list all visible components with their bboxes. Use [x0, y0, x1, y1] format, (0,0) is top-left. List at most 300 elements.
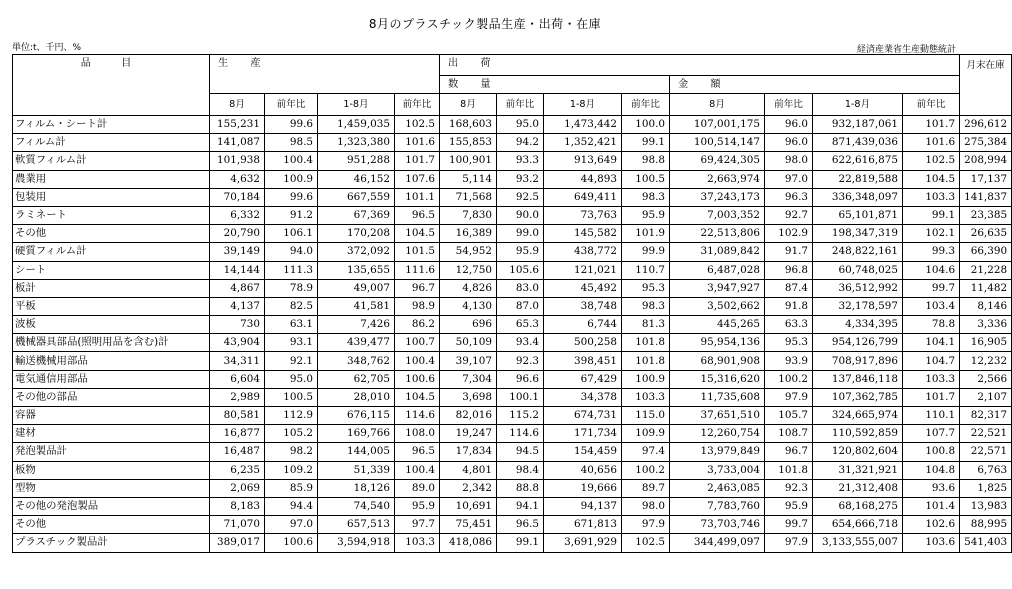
header-stock: 月末在庫 [960, 55, 1012, 116]
table-cell: 3,502,662 [670, 297, 765, 315]
source-note: 経済産業省生産動態統計 [856, 45, 956, 55]
table-row [13, 443, 1012, 461]
table-cell: 95.0 [265, 370, 318, 388]
table-cell: 100.9 [622, 370, 670, 388]
table-cell: 667,559 [318, 188, 395, 206]
table-cell: 81.3 [622, 316, 670, 334]
row-label: 包装用 [13, 188, 210, 206]
table-cell: 93.9 [765, 352, 813, 370]
table-row [13, 206, 1012, 224]
table-cell: 102.5 [395, 116, 440, 134]
table-cell: 87.0 [497, 297, 544, 315]
table-cell: 344,499,097 [670, 534, 765, 552]
table-cell: 97.0 [265, 516, 318, 534]
table-row [13, 134, 1012, 152]
table-cell: 106.1 [265, 225, 318, 243]
table-cell: 96.0 [765, 134, 813, 152]
table-cell: 6,487,028 [670, 261, 765, 279]
table-cell: 6,332 [210, 206, 265, 224]
table-cell: 104.5 [395, 225, 440, 243]
table-cell: 6,744 [544, 316, 622, 334]
table-cell: 103.3 [622, 388, 670, 406]
table-cell: 91.2 [265, 206, 318, 224]
table-cell: 73,763 [544, 206, 622, 224]
table-cell: 67,369 [318, 206, 395, 224]
col-header: 8月 [440, 94, 497, 116]
table-cell: 96.6 [497, 370, 544, 388]
table-cell: 101.8 [622, 334, 670, 352]
table-cell: 10,691 [440, 497, 497, 515]
header-production: 生 産 [210, 55, 440, 94]
table-cell: 168,603 [440, 116, 497, 134]
table-cell: 418,086 [440, 534, 497, 552]
table-cell: 98.3 [622, 188, 670, 206]
row-label: 電気通信用部品 [13, 370, 210, 388]
table-cell: 22,521 [960, 425, 1012, 443]
table-cell: 65.3 [497, 316, 544, 334]
table-cell: 101.1 [395, 188, 440, 206]
table-cell: 95.9 [395, 497, 440, 515]
table-cell: 145,582 [544, 225, 622, 243]
table-cell: 96.7 [765, 443, 813, 461]
table-cell: 96.8 [765, 261, 813, 279]
table-body [13, 116, 1012, 553]
table-cell: 6,235 [210, 461, 265, 479]
table-cell: 38,748 [544, 297, 622, 315]
table-cell: 1,352,421 [544, 134, 622, 152]
table-cell: 6,763 [960, 461, 1012, 479]
table-cell: 54,952 [440, 243, 497, 261]
table-cell: 92.5 [497, 188, 544, 206]
table-cell: 97.9 [765, 534, 813, 552]
table-cell: 141,837 [960, 188, 1012, 206]
table-cell: 98.0 [622, 497, 670, 515]
table-cell: 1,323,380 [318, 134, 395, 152]
table-cell: 71,070 [210, 516, 265, 534]
table-cell: 3,691,929 [544, 534, 622, 552]
table-cell: 70,184 [210, 188, 265, 206]
row-label: 農業用 [13, 170, 210, 188]
table-cell: 100.0 [622, 116, 670, 134]
table-cell: 115.0 [622, 407, 670, 425]
table-cell: 11,482 [960, 279, 1012, 297]
table-cell: 100,901 [440, 152, 497, 170]
table-cell: 676,115 [318, 407, 395, 425]
table-cell: 16,389 [440, 225, 497, 243]
table-cell: 71,568 [440, 188, 497, 206]
table-cell: 95.0 [497, 116, 544, 134]
table-cell: 135,655 [318, 261, 395, 279]
table-cell: 11,735,608 [670, 388, 765, 406]
table-cell: 111.6 [395, 261, 440, 279]
table-cell: 112.9 [265, 407, 318, 425]
table-cell: 7,304 [440, 370, 497, 388]
table-cell: 12,260,754 [670, 425, 765, 443]
table-cell: 16,877 [210, 425, 265, 443]
table-cell: 275,384 [960, 134, 1012, 152]
row-label: プラスチック製品計 [13, 534, 210, 552]
table-cell: 95.9 [622, 206, 670, 224]
table-cell: 101,938 [210, 152, 265, 170]
col-header: 8月 [670, 94, 765, 116]
table-cell: 154,459 [544, 443, 622, 461]
table-cell: 99.1 [903, 206, 960, 224]
table-cell: 107,001,175 [670, 116, 765, 134]
table-cell: 98.8 [622, 152, 670, 170]
table-cell: 82,016 [440, 407, 497, 425]
table-cell: 85.9 [265, 479, 318, 497]
table-cell: 103.3 [395, 534, 440, 552]
col-header: 前年比 [903, 94, 960, 116]
table-cell: 2,566 [960, 370, 1012, 388]
table-cell: 94.0 [265, 243, 318, 261]
table-cell: 99.7 [765, 516, 813, 534]
table-row [13, 516, 1012, 534]
table-cell: 104.1 [903, 334, 960, 352]
table-cell: 98.0 [765, 152, 813, 170]
header-item: 品 目 [13, 55, 210, 116]
table-cell: 3,594,918 [318, 534, 395, 552]
table-cell: 171,734 [544, 425, 622, 443]
table-row [13, 352, 1012, 370]
table-cell: 102.5 [903, 152, 960, 170]
col-header: 前年比 [497, 94, 544, 116]
table-cell: 101.7 [395, 152, 440, 170]
table-cell: 19,247 [440, 425, 497, 443]
table-cell: 104.6 [903, 261, 960, 279]
table-cell: 60,748,025 [813, 261, 903, 279]
table-cell: 37,651,510 [670, 407, 765, 425]
table-cell: 109.2 [265, 461, 318, 479]
table-cell: 74,540 [318, 497, 395, 515]
table-cell: 93.2 [497, 170, 544, 188]
row-label: 板計 [13, 279, 210, 297]
table-cell: 15,316,620 [670, 370, 765, 388]
table-cell: 12,750 [440, 261, 497, 279]
table-cell: 696 [440, 316, 497, 334]
table-cell: 99.1 [497, 534, 544, 552]
table-row [13, 225, 1012, 243]
table-cell: 99.3 [903, 243, 960, 261]
table-cell: 105.6 [497, 261, 544, 279]
table-cell: 32,178,597 [813, 297, 903, 315]
table-cell: 2,663,974 [670, 170, 765, 188]
table-cell: 36,512,992 [813, 279, 903, 297]
table-cell: 324,665,974 [813, 407, 903, 425]
row-label: 平板 [13, 297, 210, 315]
row-label: 硬質フィルム計 [13, 243, 210, 261]
table-cell: 87.4 [765, 279, 813, 297]
table-cell: 17,137 [960, 170, 1012, 188]
table-cell: 95,954,136 [670, 334, 765, 352]
col-header: 前年比 [265, 94, 318, 116]
table-cell: 51,339 [318, 461, 395, 479]
table-cell: 63.1 [265, 316, 318, 334]
table-cell: 99.6 [265, 188, 318, 206]
table-cell: 88,995 [960, 516, 1012, 534]
table-cell: 99.6 [265, 116, 318, 134]
table-cell: 4,137 [210, 297, 265, 315]
table-cell: 155,853 [440, 134, 497, 152]
table-cell: 2,342 [440, 479, 497, 497]
table-cell: 103.6 [903, 534, 960, 552]
table-cell: 63.3 [765, 316, 813, 334]
table-cell: 13,983 [960, 497, 1012, 515]
row-label: 建材 [13, 425, 210, 443]
table-cell: 101.4 [903, 497, 960, 515]
table-cell: 120,802,604 [813, 443, 903, 461]
table-cell: 2,989 [210, 388, 265, 406]
table-cell: 98.3 [622, 297, 670, 315]
row-label: その他 [13, 516, 210, 534]
table-cell: 932,187,061 [813, 116, 903, 134]
table-cell: 21,228 [960, 261, 1012, 279]
table-cell: 94.2 [497, 134, 544, 152]
table-cell: 8,183 [210, 497, 265, 515]
table-row [13, 152, 1012, 170]
table-cell: 438,772 [544, 243, 622, 261]
table-cell: 100.6 [265, 534, 318, 552]
table-cell: 91.7 [765, 243, 813, 261]
table-cell: 98.4 [497, 461, 544, 479]
table-cell: 445,265 [670, 316, 765, 334]
table-cell: 99.1 [622, 134, 670, 152]
row-label: 機械器具部品(照明用品を含む)計 [13, 334, 210, 352]
table-cell: 6,604 [210, 370, 265, 388]
table-cell: 92.3 [497, 352, 544, 370]
table-cell: 43,904 [210, 334, 265, 352]
table-cell: 101.9 [622, 225, 670, 243]
table-cell: 104.5 [395, 388, 440, 406]
table-cell: 4,801 [440, 461, 497, 479]
table-cell: 7,426 [318, 316, 395, 334]
table-cell: 622,616,875 [813, 152, 903, 170]
table-cell: 108.7 [765, 425, 813, 443]
table-cell: 102.5 [622, 534, 670, 552]
table-row [13, 316, 1012, 334]
table-cell: 654,666,718 [813, 516, 903, 534]
table-cell: 41,581 [318, 297, 395, 315]
table-cell: 170,208 [318, 225, 395, 243]
table-row [13, 407, 1012, 425]
table-cell: 104.8 [903, 461, 960, 479]
table-cell: 92.1 [265, 352, 318, 370]
table-cell: 94.4 [265, 497, 318, 515]
col-header: 1-8月 [318, 94, 395, 116]
table-cell: 372,092 [318, 243, 395, 261]
table-cell: 101.6 [903, 134, 960, 152]
unit-note: 単位:t、千円、% [12, 43, 82, 53]
row-label: その他の部品 [13, 388, 210, 406]
table-cell: 93.6 [903, 479, 960, 497]
table-cell: 28,010 [318, 388, 395, 406]
table-cell: 99.7 [903, 279, 960, 297]
table-cell: 389,017 [210, 534, 265, 552]
table-cell: 103.4 [903, 297, 960, 315]
table-row [13, 479, 1012, 497]
table-cell: 101.5 [395, 243, 440, 261]
col-header: 前年比 [765, 94, 813, 116]
table-cell: 100.8 [903, 443, 960, 461]
table-cell: 96.5 [395, 206, 440, 224]
table-cell: 98.9 [395, 297, 440, 315]
table-cell: 101.6 [395, 134, 440, 152]
table-cell: 96.7 [395, 279, 440, 297]
table-cell: 657,513 [318, 516, 395, 534]
table-cell: 102.9 [765, 225, 813, 243]
table-row [13, 279, 1012, 297]
table-cell: 2,463,085 [670, 479, 765, 497]
table-cell: 26,635 [960, 225, 1012, 243]
table-cell: 62,705 [318, 370, 395, 388]
table-cell: 93.4 [497, 334, 544, 352]
table-cell: 3,133,555,007 [813, 534, 903, 552]
table-cell: 951,288 [318, 152, 395, 170]
table-cell: 78.9 [265, 279, 318, 297]
table-cell: 97.9 [622, 516, 670, 534]
header-amount: 金 額 [670, 76, 960, 94]
table-cell: 208,994 [960, 152, 1012, 170]
table-cell: 114.6 [395, 407, 440, 425]
table-cell: 90.0 [497, 206, 544, 224]
table-cell: 336,348,097 [813, 188, 903, 206]
table-cell: 82,317 [960, 407, 1012, 425]
table-cell: 4,130 [440, 297, 497, 315]
table-cell: 50,109 [440, 334, 497, 352]
table-cell: 78.8 [903, 316, 960, 334]
table-cell: 94.5 [497, 443, 544, 461]
table-cell: 99.9 [622, 243, 670, 261]
table-cell: 14,144 [210, 261, 265, 279]
table-cell: 103.3 [903, 370, 960, 388]
table-cell: 141,087 [210, 134, 265, 152]
row-label: 型物 [13, 479, 210, 497]
table-cell: 73,703,746 [670, 516, 765, 534]
row-label: シート [13, 261, 210, 279]
table-cell: 13,979,849 [670, 443, 765, 461]
table-cell: 22,513,806 [670, 225, 765, 243]
table-cell: 5,114 [440, 170, 497, 188]
table-cell: 107,362,785 [813, 388, 903, 406]
table-cell: 100.2 [622, 461, 670, 479]
table-cell: 144,005 [318, 443, 395, 461]
table-cell: 96.5 [395, 443, 440, 461]
col-header: 1-8月 [813, 94, 903, 116]
table-cell: 110,592,859 [813, 425, 903, 443]
table-cell: 100.5 [265, 388, 318, 406]
table-row [13, 243, 1012, 261]
table-cell: 22,571 [960, 443, 1012, 461]
table-cell: 92.7 [765, 206, 813, 224]
table-cell: 8,146 [960, 297, 1012, 315]
table-cell: 110.1 [903, 407, 960, 425]
table-cell: 198,347,319 [813, 225, 903, 243]
table-cell: 83.0 [497, 279, 544, 297]
table-cell: 94,137 [544, 497, 622, 515]
table-cell: 730 [210, 316, 265, 334]
table-cell: 86.2 [395, 316, 440, 334]
table-row [13, 261, 1012, 279]
row-label: その他 [13, 225, 210, 243]
table-cell: 37,243,173 [670, 188, 765, 206]
table-row [13, 388, 1012, 406]
table-cell: 1,825 [960, 479, 1012, 497]
table-cell: 708,917,896 [813, 352, 903, 370]
table-cell: 104.5 [903, 170, 960, 188]
table-cell: 45,492 [544, 279, 622, 297]
row-label: 容器 [13, 407, 210, 425]
table-cell: 31,321,921 [813, 461, 903, 479]
table-cell: 96.0 [765, 116, 813, 134]
row-label: フィルム・シート計 [13, 116, 210, 134]
table-cell: 97.0 [765, 170, 813, 188]
table-cell: 46,152 [318, 170, 395, 188]
table-cell: 88.8 [497, 479, 544, 497]
table-cell: 137,846,118 [813, 370, 903, 388]
table-cell: 82.5 [265, 297, 318, 315]
table-cell: 18,126 [318, 479, 395, 497]
table-cell: 44,893 [544, 170, 622, 188]
table-cell: 49,007 [318, 279, 395, 297]
table-row [13, 170, 1012, 188]
table-cell: 34,311 [210, 352, 265, 370]
col-header: 8月 [210, 94, 265, 116]
table-cell: 4,334,395 [813, 316, 903, 334]
table-cell: 2,107 [960, 388, 1012, 406]
table-cell: 40,656 [544, 461, 622, 479]
table-cell: 3,733,004 [670, 461, 765, 479]
table-cell: 7,830 [440, 206, 497, 224]
table-row [13, 297, 1012, 315]
table-cell: 91.8 [765, 297, 813, 315]
table-cell: 17,834 [440, 443, 497, 461]
table-cell: 20,790 [210, 225, 265, 243]
table-cell: 871,439,036 [813, 134, 903, 152]
row-label: 輸送機械用部品 [13, 352, 210, 370]
table-cell: 19,666 [544, 479, 622, 497]
table-cell: 115.2 [497, 407, 544, 425]
table-cell: 102.1 [903, 225, 960, 243]
table-cell: 105.2 [265, 425, 318, 443]
table-cell: 100.5 [622, 170, 670, 188]
table-cell: 3,947,927 [670, 279, 765, 297]
table-cell: 7,003,352 [670, 206, 765, 224]
table-cell: 7,783,760 [670, 497, 765, 515]
table-cell: 104.7 [903, 352, 960, 370]
table-cell: 98.5 [265, 134, 318, 152]
table-cell: 541,403 [960, 534, 1012, 552]
header-shipment: 出 荷 [440, 55, 960, 76]
table-row [13, 425, 1012, 443]
table-cell: 348,762 [318, 352, 395, 370]
table-row [13, 497, 1012, 515]
table-cell: 93.1 [265, 334, 318, 352]
table-cell: 89.7 [622, 479, 670, 497]
table-cell: 80,581 [210, 407, 265, 425]
table-cell: 108.0 [395, 425, 440, 443]
table-cell: 75,451 [440, 516, 497, 534]
table-cell: 97.7 [395, 516, 440, 534]
table-cell: 101.7 [903, 116, 960, 134]
table-cell: 16,487 [210, 443, 265, 461]
col-header: 前年比 [395, 94, 440, 116]
table-cell: 92.3 [765, 479, 813, 497]
row-label: その他の発泡製品 [13, 497, 210, 515]
table-cell: 100,514,147 [670, 134, 765, 152]
table-cell: 3,698 [440, 388, 497, 406]
table-cell: 100.4 [395, 461, 440, 479]
table-cell: 111.3 [265, 261, 318, 279]
